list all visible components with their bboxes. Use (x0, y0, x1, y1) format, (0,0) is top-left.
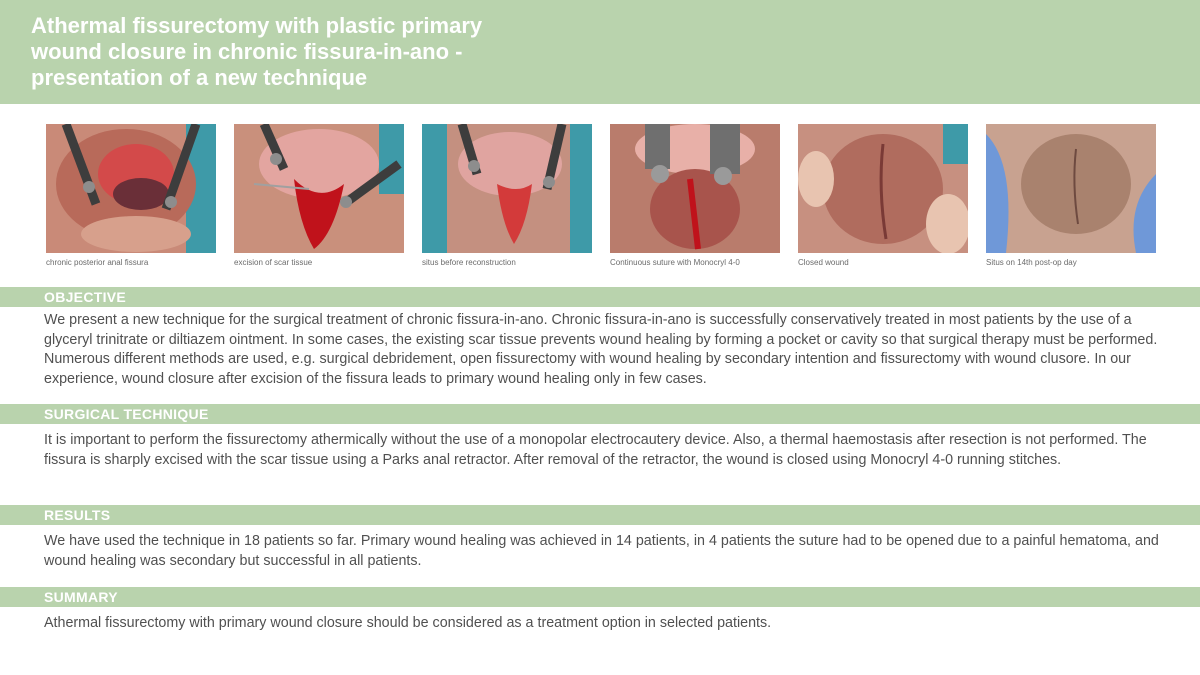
section-body-technique: It is important to perform the fissurectomy athermically without the use of a monopolar electrocautery device. Also, a thermal haemostasis after resection is not performed. The fissura is sharply excised with the scar tissue using a Parks anal retractor. After removal of the retractor, the wound is closed using Monocryl 4-0 running stitches. (44, 432, 1147, 468)
photo-chronic-fissura (46, 124, 216, 253)
section-header-technique (0, 404, 1200, 424)
photo-strip (0, 124, 1200, 274)
section-header-objective (0, 287, 1200, 307)
photo-caption: excision of scar tissue (234, 258, 313, 267)
photo-closed-wound (798, 124, 968, 253)
title-band (0, 0, 1200, 104)
section-heading: SURGICAL TECHNIQUE (44, 406, 209, 422)
photo-caption: situs before reconstruction (422, 258, 516, 267)
section-body-objective: We present a new technique for the surgical treatment of chronic fissura-in-ano. Chronic fissura-in-ano is successfully conservatively treated in most patients by the use of a glyceryl trinitrate or diltiazem ointment. In some cases, the existing scar tissue prevents wound healing by forming a pocket or cavity so that surgical therapy must be performed. Numerous different methods are used, e.g. surgical debridement, open fissurectomy with wound healing by secondary intention and fissurectomy with wound clusore. In our experience, wound closure after excision of the fissura leads to primary wound healing only in few cases. (44, 312, 1158, 387)
photo-situs-14th-day (986, 124, 1156, 253)
section-heading: RESULTS (44, 507, 111, 523)
photo-situs-before (422, 124, 592, 253)
section-body-results: We have used the technique in 18 patients so far. Primary wound healing was achieved in 14 patients, in 4 patients the suture had to be opened due to a painful hematoma, and wound healing was secondary but successful in all patients. (44, 533, 1159, 569)
photo-caption: Situs on 14th post-op day (986, 258, 1077, 267)
photo-caption: Continuous suture with Monocryl 4-0 (610, 258, 740, 267)
section-header-results (0, 505, 1200, 525)
section-body-summary: Athermal fissurectomy with primary wound closure should be considered as a treatment option in selected patients. (44, 615, 772, 631)
section-heading: OBJECTIVE (44, 289, 127, 305)
section-header-summary (0, 587, 1200, 607)
photo-excision (234, 124, 404, 253)
photo-caption: chronic posterior anal fissura (46, 258, 149, 267)
photo-continuous-suture (610, 124, 780, 253)
poster-title: Athermal fissurectomy with plastic primary wound closure in chronic fissura-in-ano - presentation of a new technique (31, 13, 483, 90)
section-heading: SUMMARY (44, 589, 118, 605)
photo-caption: Closed wound (798, 258, 849, 267)
